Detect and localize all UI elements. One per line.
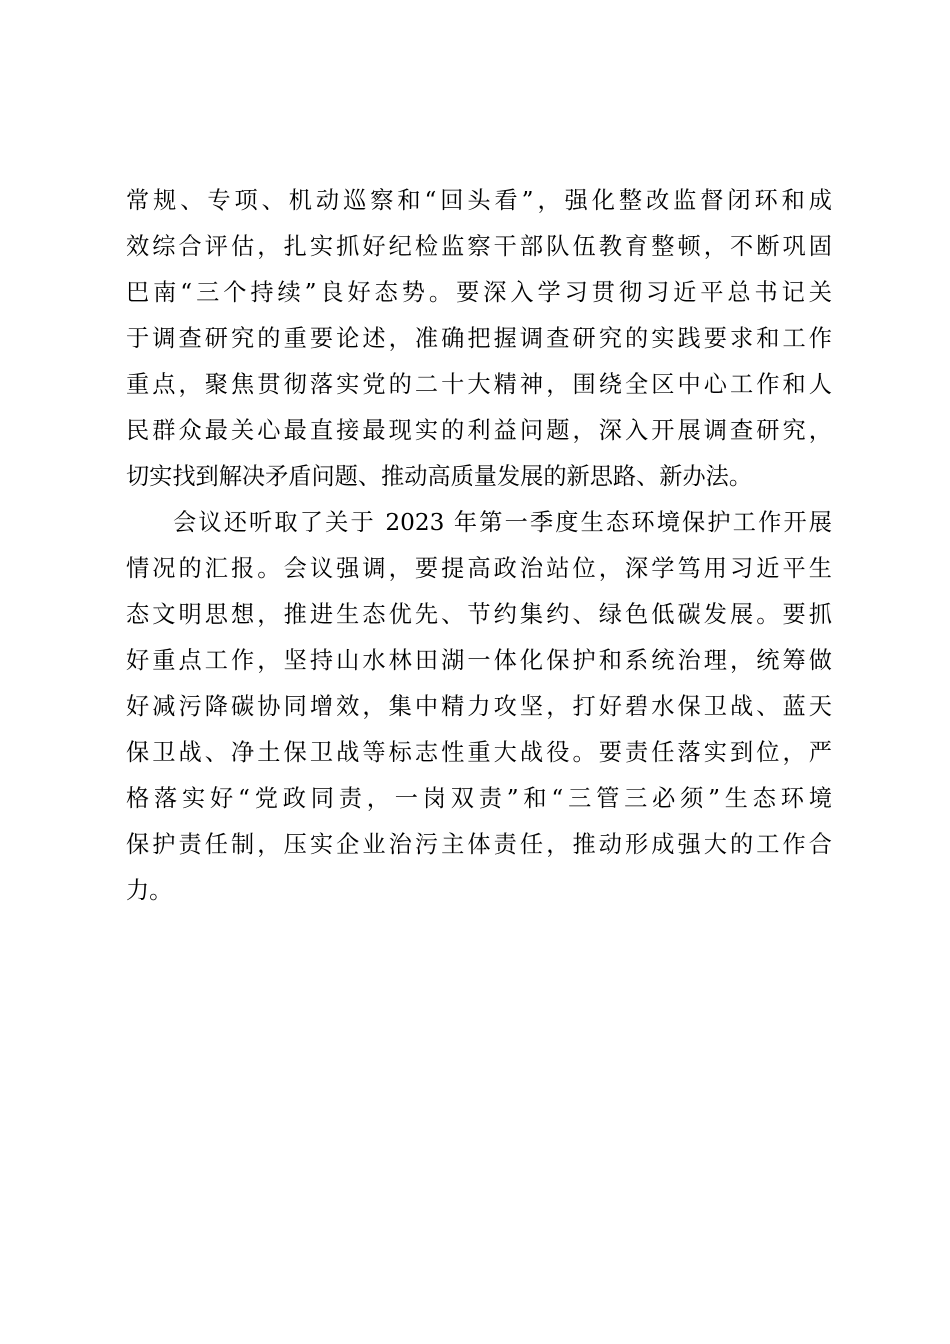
paragraph-2-line-5: 好减污降碳协同增效，集中精力攻坚，打好碧水保卫战、蓝天 bbox=[126, 693, 832, 720]
paragraph-2-line-9: 力。 bbox=[126, 877, 173, 904]
paragraph-2-line-7: 格落实好“党政同责，一岗双责”和“三管三必须”生态环境 bbox=[126, 785, 832, 812]
paragraph-1-line-5: 重点，聚焦贯彻落实党的二十大精神，围绕全区中心工作和人 bbox=[126, 371, 832, 398]
paragraph-2-line-6: 保卫战、净土保卫战等标志性重大战役。要责任落实到位，严 bbox=[126, 739, 832, 766]
paragraph-2-line-3: 态文明思想，推进生态优先、节约集约、绿色低碳发展。要抓 bbox=[126, 601, 832, 628]
paragraph-2-line-2: 情况的汇报。会议强调，要提高政治站位，深学笃用习近平生 bbox=[126, 555, 832, 582]
paragraph-1-line-3: 巴南“三个持续”良好态势。要深入学习贯彻习近平总书记关 bbox=[126, 279, 832, 306]
paragraph-1-line-6: 民群众最关心最直接最现实的利益问题，深入开展调查研究， bbox=[126, 417, 832, 444]
paragraph-1-line-2: 效综合评估，扎实抓好纪检监察干部队伍教育整顿，不断巩固 bbox=[126, 233, 832, 260]
paragraph-1-line-1: 常规、专项、机动巡察和“回头看”，强化整改监督闭环和成 bbox=[126, 187, 832, 214]
paragraph-2-line-8: 保护责任制，压实企业治污主体责任，推动形成强大的工作合 bbox=[126, 831, 832, 858]
paragraph-2-line-1: 会议还听取了关于 2023 年第一季度生态环境保护工作开展 bbox=[173, 509, 832, 536]
paragraph-1-line-7: 切实找到解决矛盾问题、推动高质量发展的新思路、新办法。 bbox=[126, 463, 753, 490]
paragraph-2-line-4: 好重点工作，坚持山水林田湖一体化保护和系统治理，统筹做 bbox=[126, 647, 832, 674]
paragraph-1-line-4: 于调查研究的重要论述，准确把握调查研究的实践要求和工作 bbox=[126, 325, 832, 352]
